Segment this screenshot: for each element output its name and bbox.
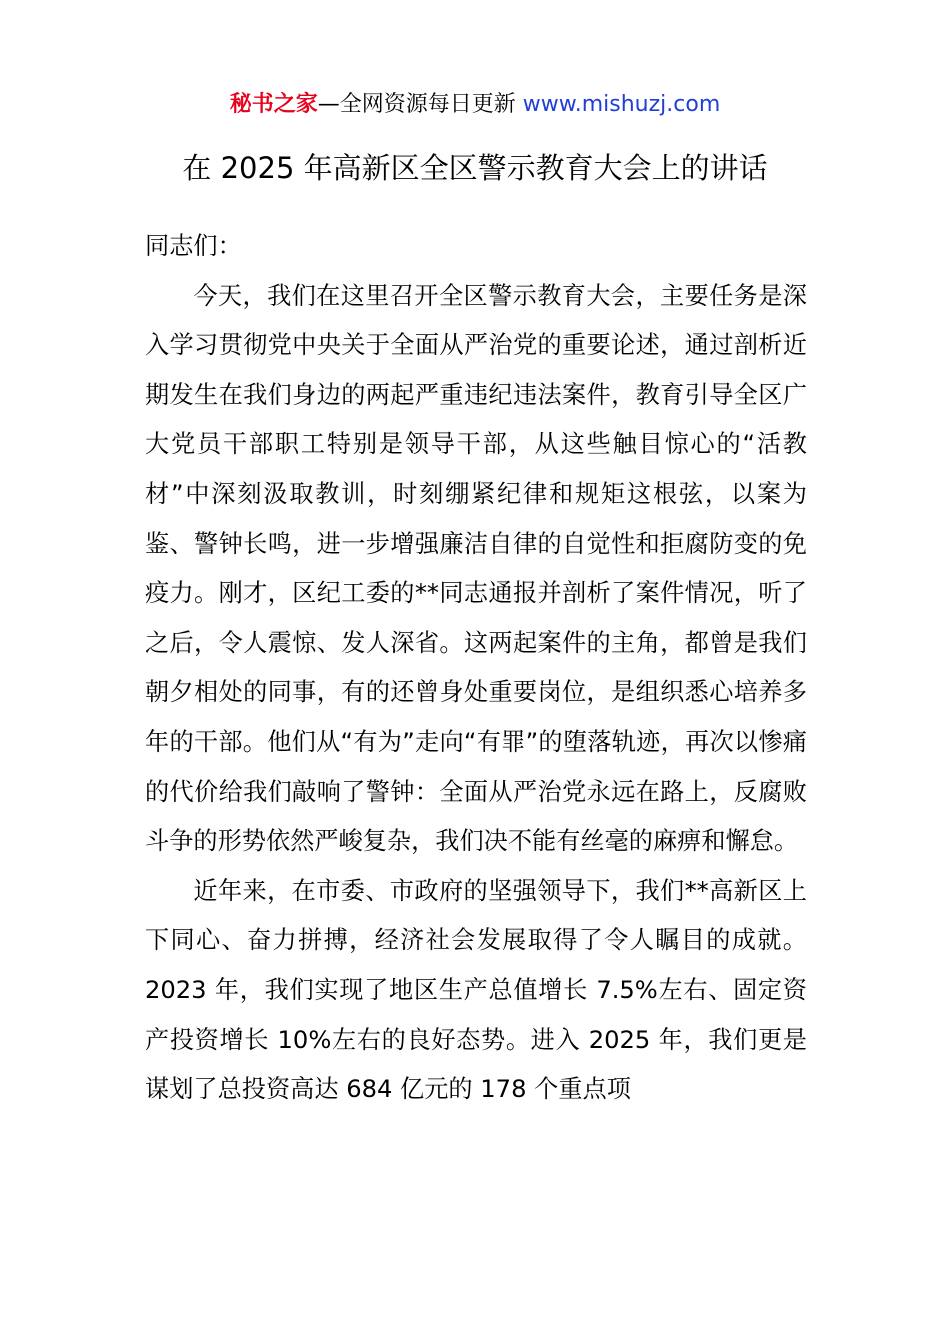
site-url-link[interactable]: www.mishuzj.com <box>522 92 721 117</box>
document-title: 在 2025 年高新区全区警示教育大会上的讲话 <box>182 151 768 185</box>
body-paragraph: 今天，我们在这里召开全区警示教育大会，主要任务是深入学习贯彻党中央关于全面从严治党的重要论述，通过剖析近期发生在我们身边的两起严重违纪违法案件，教育引导全区广大党员干部职工特别是领导干部，从这些触目惊心的“活教材”中深刻汲取教训，时刻绷紧纪律和规矩这根弦，以案为鉴、警钟长鸣，进一步增强廉洁自律的自觉性和拒腐防变的免疫力。刚才，区纪工委的**同志通报并剖析了案件情况，听了之后，令人震惊、发人深省。这两起案件的主角，都曾是我们朝夕相处的同事，有的还曾身处重要岗位，是组织悉心培养多年的干部。他们从“有为”走向“有罪”的堕落轨迹，再次以惨痛的代价给我们敲响了警钟：全面从严治党永远在路上，反腐败斗争的形势依然严峻复杂，我们决不能有丝毫的麻痹和懈怠。 <box>145 281 807 856</box>
site-header <box>0 88 950 122</box>
document-body <box>145 222 807 1115</box>
body-paragraph: 近年来，在市委、市政府的坚强领导下，我们**高新区上下同心、奋力拼搏，经济社会发展取得了令人瞩目的成就。2023 年，我们实现了地区生产总值增长 7.5%左右、固定资产投资增长 10%左右的良好态势。进入 2025 年，我们更是谋划了总投资高达 684 亿元的 178 个重点项 <box>145 876 807 1104</box>
brand-name: 秘书之家 <box>229 92 318 117</box>
salutation: 同志们： <box>145 232 242 260</box>
header-tagline: —全网资源每日更新 <box>317 92 523 117</box>
